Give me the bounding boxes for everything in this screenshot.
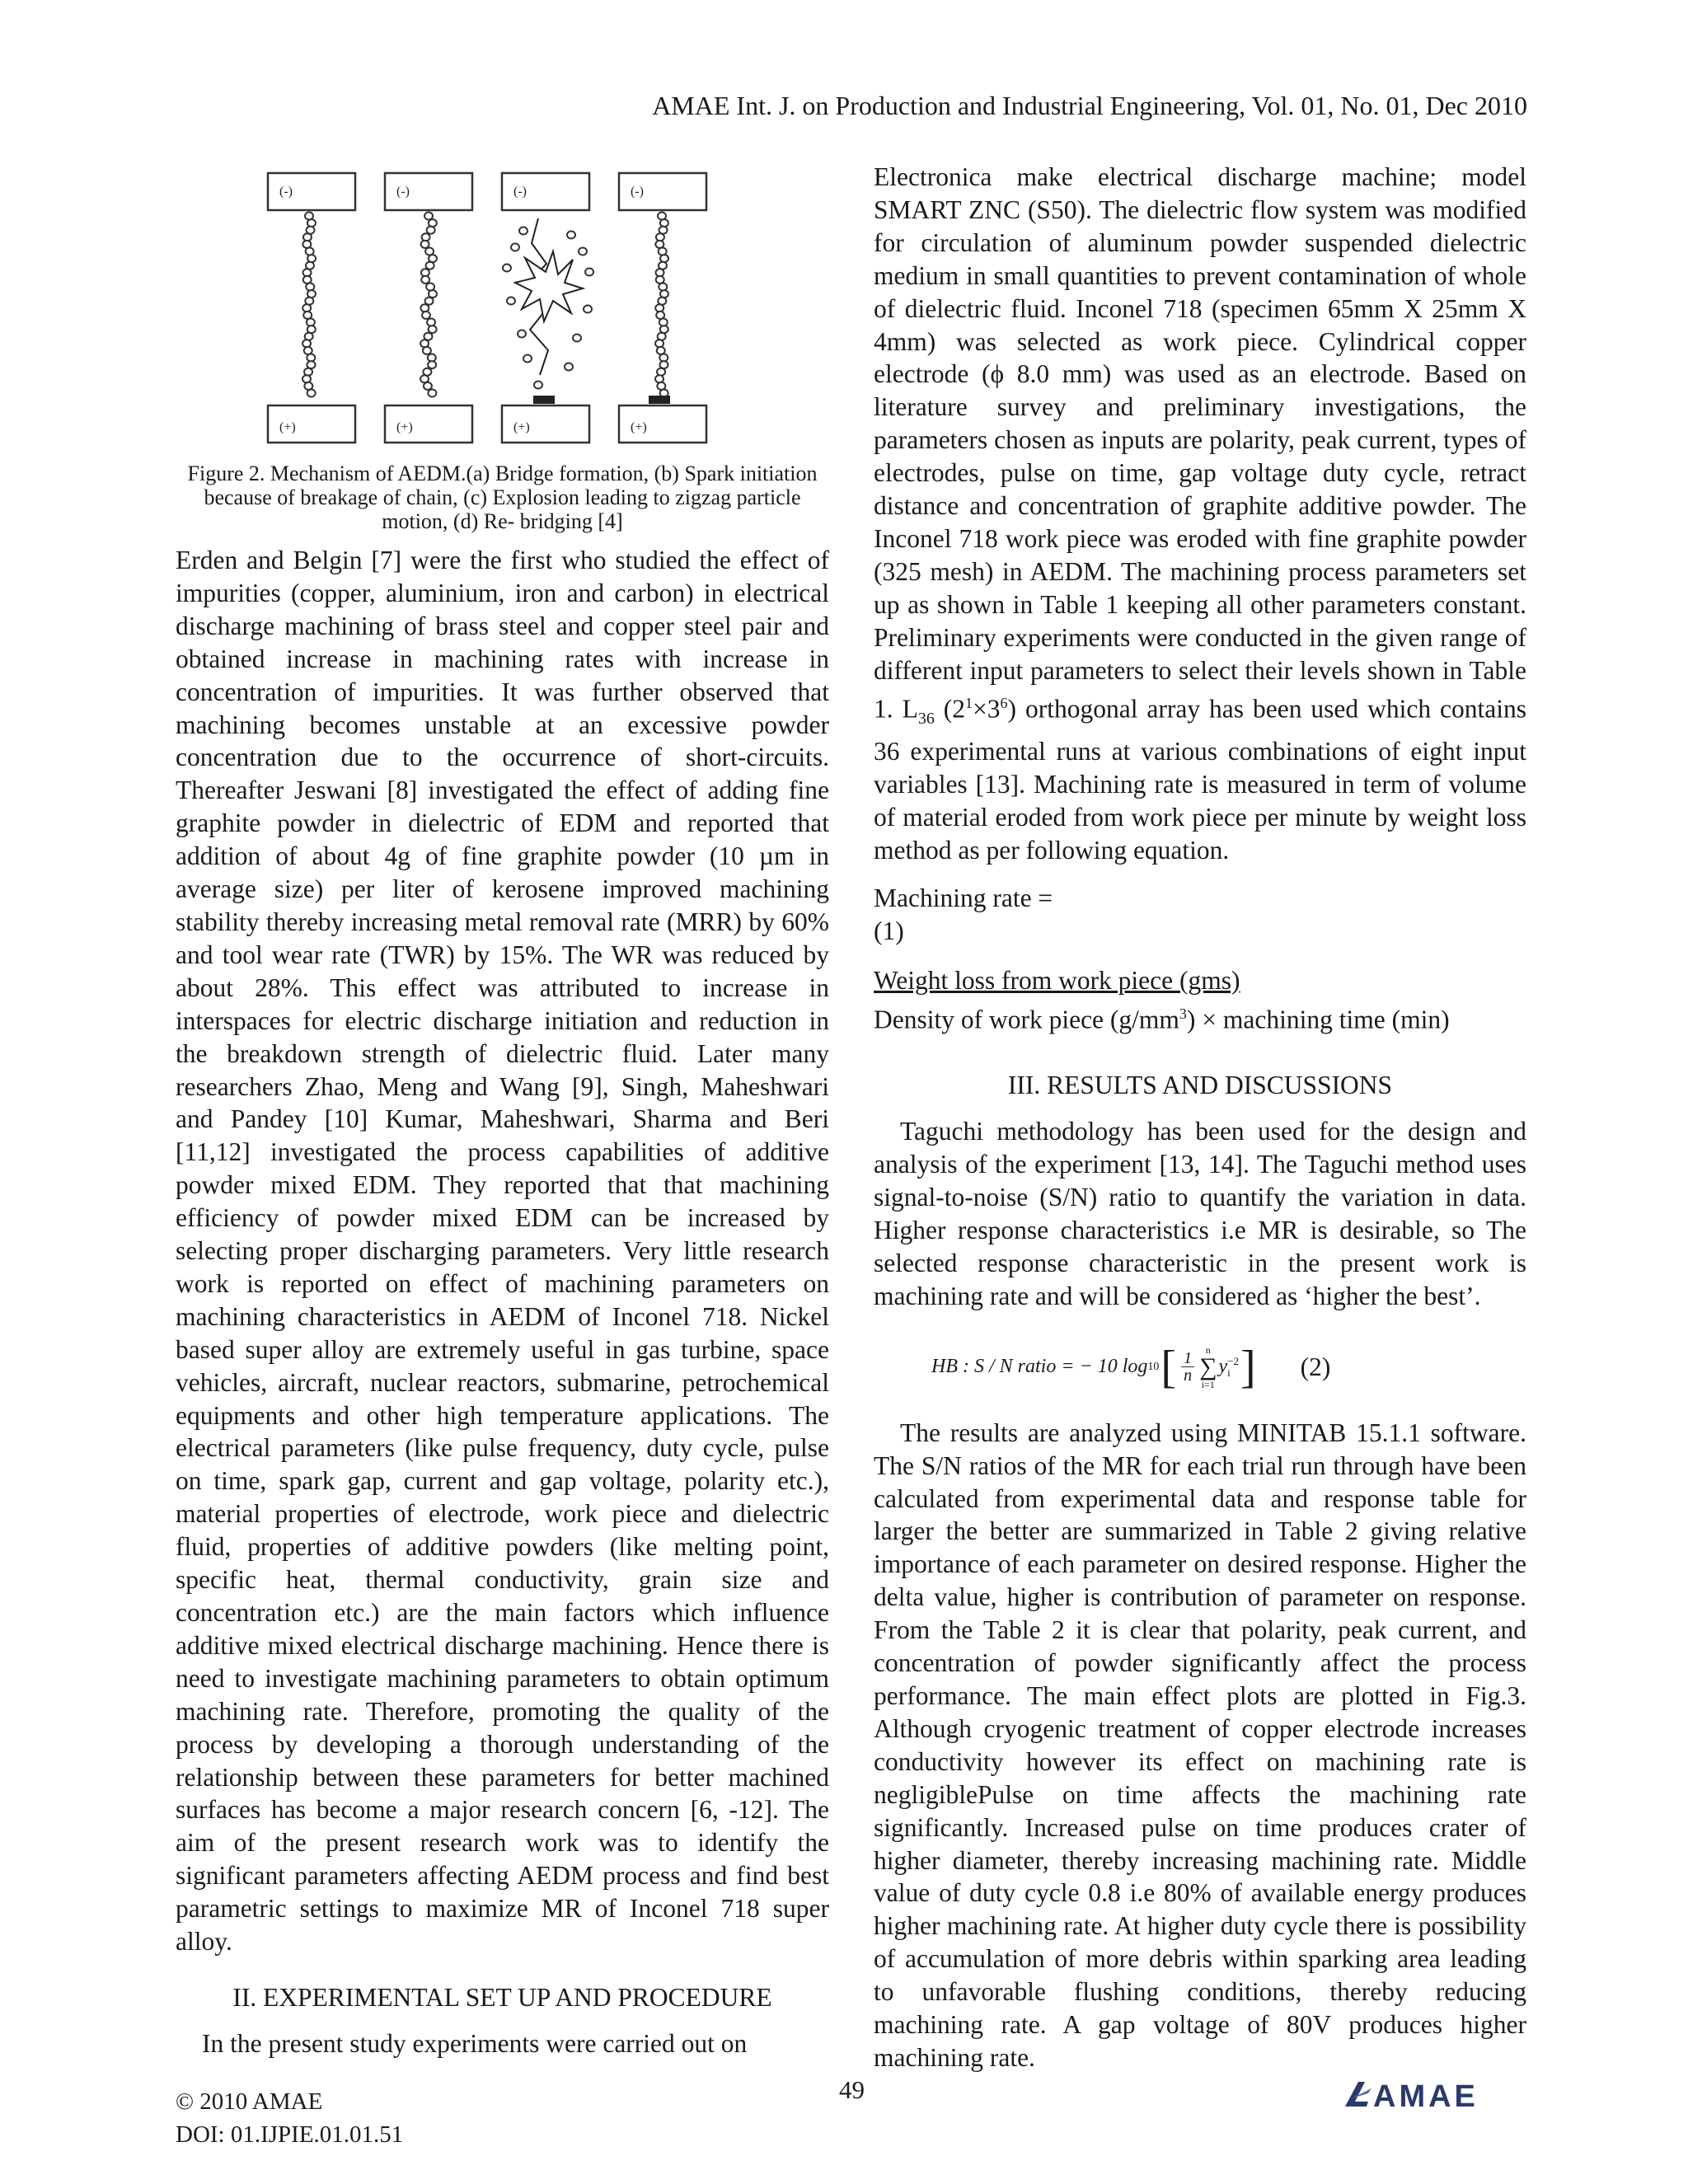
chain-particle [658, 333, 666, 340]
top-label-c: (-) [513, 185, 527, 199]
footer-left [176, 2085, 403, 2151]
top-label-d: (-) [631, 185, 644, 199]
chain-particle [660, 219, 668, 227]
chain-particle [307, 255, 316, 262]
chain-particle [427, 319, 435, 326]
chain-particle [302, 340, 311, 347]
scattered-particle [523, 355, 532, 363]
chain-particle [423, 347, 431, 354]
left-paragraph: Erden and Belgin [7] were the first who studied the effect of impurities (copper, aluminium, iron and carbon) in electrical discharge machining of brass steel and copper steel pair and obtained increase in machining rates with increase in concentration of impurities. It was further observed that machining becomes unstable at an excessive powder concentration due to the occurrence of short-circuits. Thereafter Jeswani [8] investigated the effect of adding fine graphite powder in dielectric of EDM and reported that addition of about 4g of fine graphite powder (10 µm in average size) per liter of kerosene improved machining stability thereby increasing metal removal rate (MRR) by 60% and tool wear rate (TWR) by 15%. The WR was reduced by about 28%. This effect was attributed to increase in interspaces for electric discharge initiation and reduction in the breakdown strength of dielectric fluid. Later many researchers Zhao, Meng and Wang [9], Singh, Maheshwari and Pandey [10] Kumar, Maheshwari, Sharma and Beri [11,12] investigated the process capabilities of additive powder mixed EDM. They reported that that machining efficiency of powder mixed EDM can be increased by selecting proper discharging parameters. Very little research work is reported on effect of machining parameters on machining characteristics in AEDM of Inconel 718. Nickel based super alloy are extremely useful in gas turbine, space vehicles, aircraft, nuclear reactors, submarine, petrochemical equipments and other high temperature applications. The electrical parameters (like pulse frequency, duty cycle, pulse on time, spark gap, current and gap voltage, polarity etc.), material properties of electrode, work piece and dielectric fluid, properties of additive powders (like melting point, specific heat, thermal conductivity, grain size and concentration etc.) are the main factors which influence additive mixed electrical discharge machining. Hence there is need to investigate machining parameters to obtain optimum machining rate. Therefore, promoting the quality of the process by developing a thorough understanding of the relationship between these parameters for better machined surfaces has become a major research concern [6, -12]. The aim of the present research work was to identify the significant parameters affecting AEDM process and find best parametric settings to maximize MR of Inconel 718 super alloy. [176, 546, 829, 1957]
bottom-label-c: (+) [513, 420, 530, 434]
chain-particle [307, 219, 316, 227]
chain-particle [659, 248, 667, 255]
p1-sub-36: 36 [917, 709, 935, 728]
scattered-particle [503, 265, 511, 272]
journal-header: AMAE Int. J. on Production and Industrial Engineering, Vol. 01, No. 01, Dec 2010 [652, 91, 1527, 120]
left-column [176, 544, 829, 2060]
chain-particle [424, 382, 432, 390]
eq2-fraction [1181, 1350, 1194, 1384]
chain-particle [307, 319, 315, 326]
scattered-particle [534, 382, 542, 389]
chain-particle [657, 368, 665, 376]
scattered-particle [585, 269, 593, 276]
page-number: 49 [839, 2075, 865, 2104]
explosion-burst [515, 251, 583, 321]
scattered-particle [511, 244, 519, 251]
amae-logo [1343, 2077, 1529, 2111]
chain-particle [306, 284, 314, 291]
chain-particle [426, 262, 434, 269]
section-2-title: II. EXPERIMENTAL SET UP AND PROCEDURE [232, 1982, 772, 2012]
scattered-particle [567, 232, 575, 239]
chain-particle [304, 368, 312, 376]
chain-particle [424, 213, 433, 220]
eq1-label: Machining rate = [874, 883, 1053, 912]
scattered-particle [573, 335, 581, 342]
bottom-label-a: (+) [279, 420, 296, 434]
scattered-particle [519, 227, 528, 235]
doi: DOI: 01.IJPIE.01.01.51 [176, 2121, 404, 2148]
top-label-a: (-) [279, 185, 293, 199]
chain-particle [307, 290, 316, 298]
section-3-title: III. RESULTS AND DISCUSSIONS [1007, 1071, 1393, 1100]
chain-particle [655, 304, 663, 312]
chain-particle [428, 361, 436, 368]
p1-text-b: (2 [934, 694, 966, 723]
chain-particle [655, 375, 663, 382]
scattered-particle [584, 306, 592, 313]
right-paragraph-3: The results are analyzed using MINITAB 15.1.1 software. The S/N ratios of the MR for each trial run through have been calculated from experimental data and response table for larger the better are summarized in Table 2 giving relative importance of each parameter on desired response. Higher the delta value, higher is contribution of parameter on response. From the Table 2 it is clear that polarity, peak current, and concentration of powder significantly affect the process performance. The main effect plots are plotted in Fig.3. Although cryogenic treatment of copper electrode increases conductivity however its effect on machining rate is negligiblePulse on time affects the machining rate significantly. Increased pulse on time produces crater of higher diameter, thereby increasing machining rate. Middle value of duty cycle 0.8 i.e 80% of available energy produces higher machining rate. At higher duty cycle there is possibility of accumulation of more debris within sparking area leading to unfavorable flushing conditions, thereby reducing machining rate. A gap voltage of 80V produces higher machining rate. [874, 1418, 1526, 2072]
eq2-term: y [1218, 1356, 1228, 1378]
eq1-den-sup: 3 [1179, 1005, 1187, 1022]
chain-particle [429, 219, 437, 227]
section-2-intro: In the present study experiments were carried out on [202, 2028, 748, 2058]
p1-sup-1: 1 [965, 694, 973, 711]
amae-emblem-icon [1345, 2082, 1372, 2107]
eq2-frac-den: n [1184, 1366, 1193, 1385]
chain-particle [305, 333, 313, 340]
eq2-bracket-right: ] [1240, 1341, 1256, 1393]
bottom-label-d: (+) [631, 420, 647, 434]
chain-particle [429, 326, 437, 333]
bottom-spot-d [649, 396, 670, 404]
scattered-particle [579, 248, 587, 255]
chain-particle [420, 304, 429, 312]
top-label-b: (-) [396, 185, 410, 199]
eq2-sum-top: n [1205, 1343, 1211, 1356]
chain-particle [429, 290, 437, 298]
chain-particle [302, 304, 311, 312]
scattered-particle [507, 298, 515, 305]
equation-1 [874, 882, 1526, 1037]
chain-particle [422, 233, 430, 241]
chain-particle [422, 312, 430, 319]
eq1-den-b: ) × machining time (min) [1186, 1005, 1450, 1034]
eq2-number: (2) [1300, 1352, 1331, 1381]
chain-particle [424, 333, 432, 340]
scattered-particle [565, 363, 573, 371]
eq2-sum-bottom: i=1 [1201, 1378, 1215, 1390]
p1-text-d: ) orthogonal array has been used which contains 36 experimental runs at various combinations of eight input variables [13]. Machining rate is measured in term of volume of material eroded from work piece per minute by weight loss method as per following equation. [874, 694, 1526, 865]
right-paragraph-1 [874, 161, 1526, 867]
p1-sup-6: 6 [1000, 694, 1008, 711]
chain-particle [427, 227, 435, 234]
chain-particle [428, 390, 436, 397]
equation-2 [874, 1334, 1526, 1400]
bottom-label-b: (+) [396, 420, 413, 434]
chain-particle [306, 248, 314, 255]
eq1-denominator [874, 997, 1526, 1037]
eq2-frac-num: 1 [1184, 1349, 1193, 1368]
eq1-numerator: Weight loss from work piece (gms) [874, 965, 1240, 995]
eq2-term-sup: −2 [1227, 1354, 1239, 1367]
chain-particle [307, 390, 316, 397]
figure-caption: Figure 2. Mechanism of AEDM.(a) Bridge formation, (b) Spark initiation because of breakage of chain, (c) Explosion leading to zigzag particle motion, (d) Re- bridging [4] [187, 462, 818, 533]
chain-particle [659, 284, 667, 291]
eq2-lhs: HB : S / N ratio = − 10 log [931, 1356, 1148, 1378]
eq2-term-sub: i [1227, 1366, 1231, 1379]
chain-particle [421, 241, 429, 248]
eq1-number: (1) [874, 916, 904, 945]
chain-particle [302, 375, 311, 382]
aedm-mechanism-figure [260, 169, 721, 457]
eq2-sum: n ∑ i=1 [1199, 1343, 1217, 1390]
chain-particle [660, 255, 668, 262]
logo-text: AMAE [1373, 2079, 1479, 2111]
eq1-den-a: Density of work piece (g/mm [874, 1005, 1179, 1034]
chain-particle [655, 340, 663, 347]
chain-particle [421, 276, 429, 284]
right-column [874, 161, 1526, 2074]
chain-particle [659, 319, 668, 326]
eq2-formula [931, 1341, 1258, 1393]
p1-text-c: ×3 [973, 694, 1001, 723]
right-paragraph-2: Taguchi methodology has been used for the design and analysis of the experiment [13, 14]. The Taguchi method uses signal-to-noise (S/N) ratio to quantify the variation in data. Higher response characteristics i.e MR is desirable, so The selected response characteristic in the present work is machining rate and will be considered as ‘higher the best’. [874, 1117, 1526, 1310]
copyright: © 2010 AMAE [176, 2088, 323, 2115]
eq2-log-base: 10 [1147, 1360, 1160, 1373]
chain-particle [660, 290, 668, 298]
chain-particle [425, 298, 434, 305]
p1-text-a: Electronica make electrical discharge machine; model SMART ZNC (S50). The dielectric flow system was modified for circulation of aluminum powder suspended dielectric medium in small quantities to prevent contamination of whole of dielectric fluid. Inconel 718 (specimen 65mm X 25mm X 4mm) was selected as work piece. Cylindrical copper electrode (ϕ 8.0 mm) was used as an electrode. Based on literature survey and preliminary investigations, the parameters chosen as inputs are polarity, peak current, types of electrodes, pulse on time, gap voltage duty cycle, retract distance and concentration of graphite additive powder. The Inconel 718 work piece was eroded with fine graphite powder (325 mesh) in AEDM. The machining process parameters set up as shown in Table 1 keeping all other parameters constant. Preliminary experiments were conducted in the given range of different input parameters to select their levels shown in Table 1. L [874, 162, 1526, 723]
scattered-particle [518, 330, 526, 338]
eq2-bracket-left: [ [1160, 1341, 1177, 1393]
bottom-spot-c [533, 396, 555, 404]
